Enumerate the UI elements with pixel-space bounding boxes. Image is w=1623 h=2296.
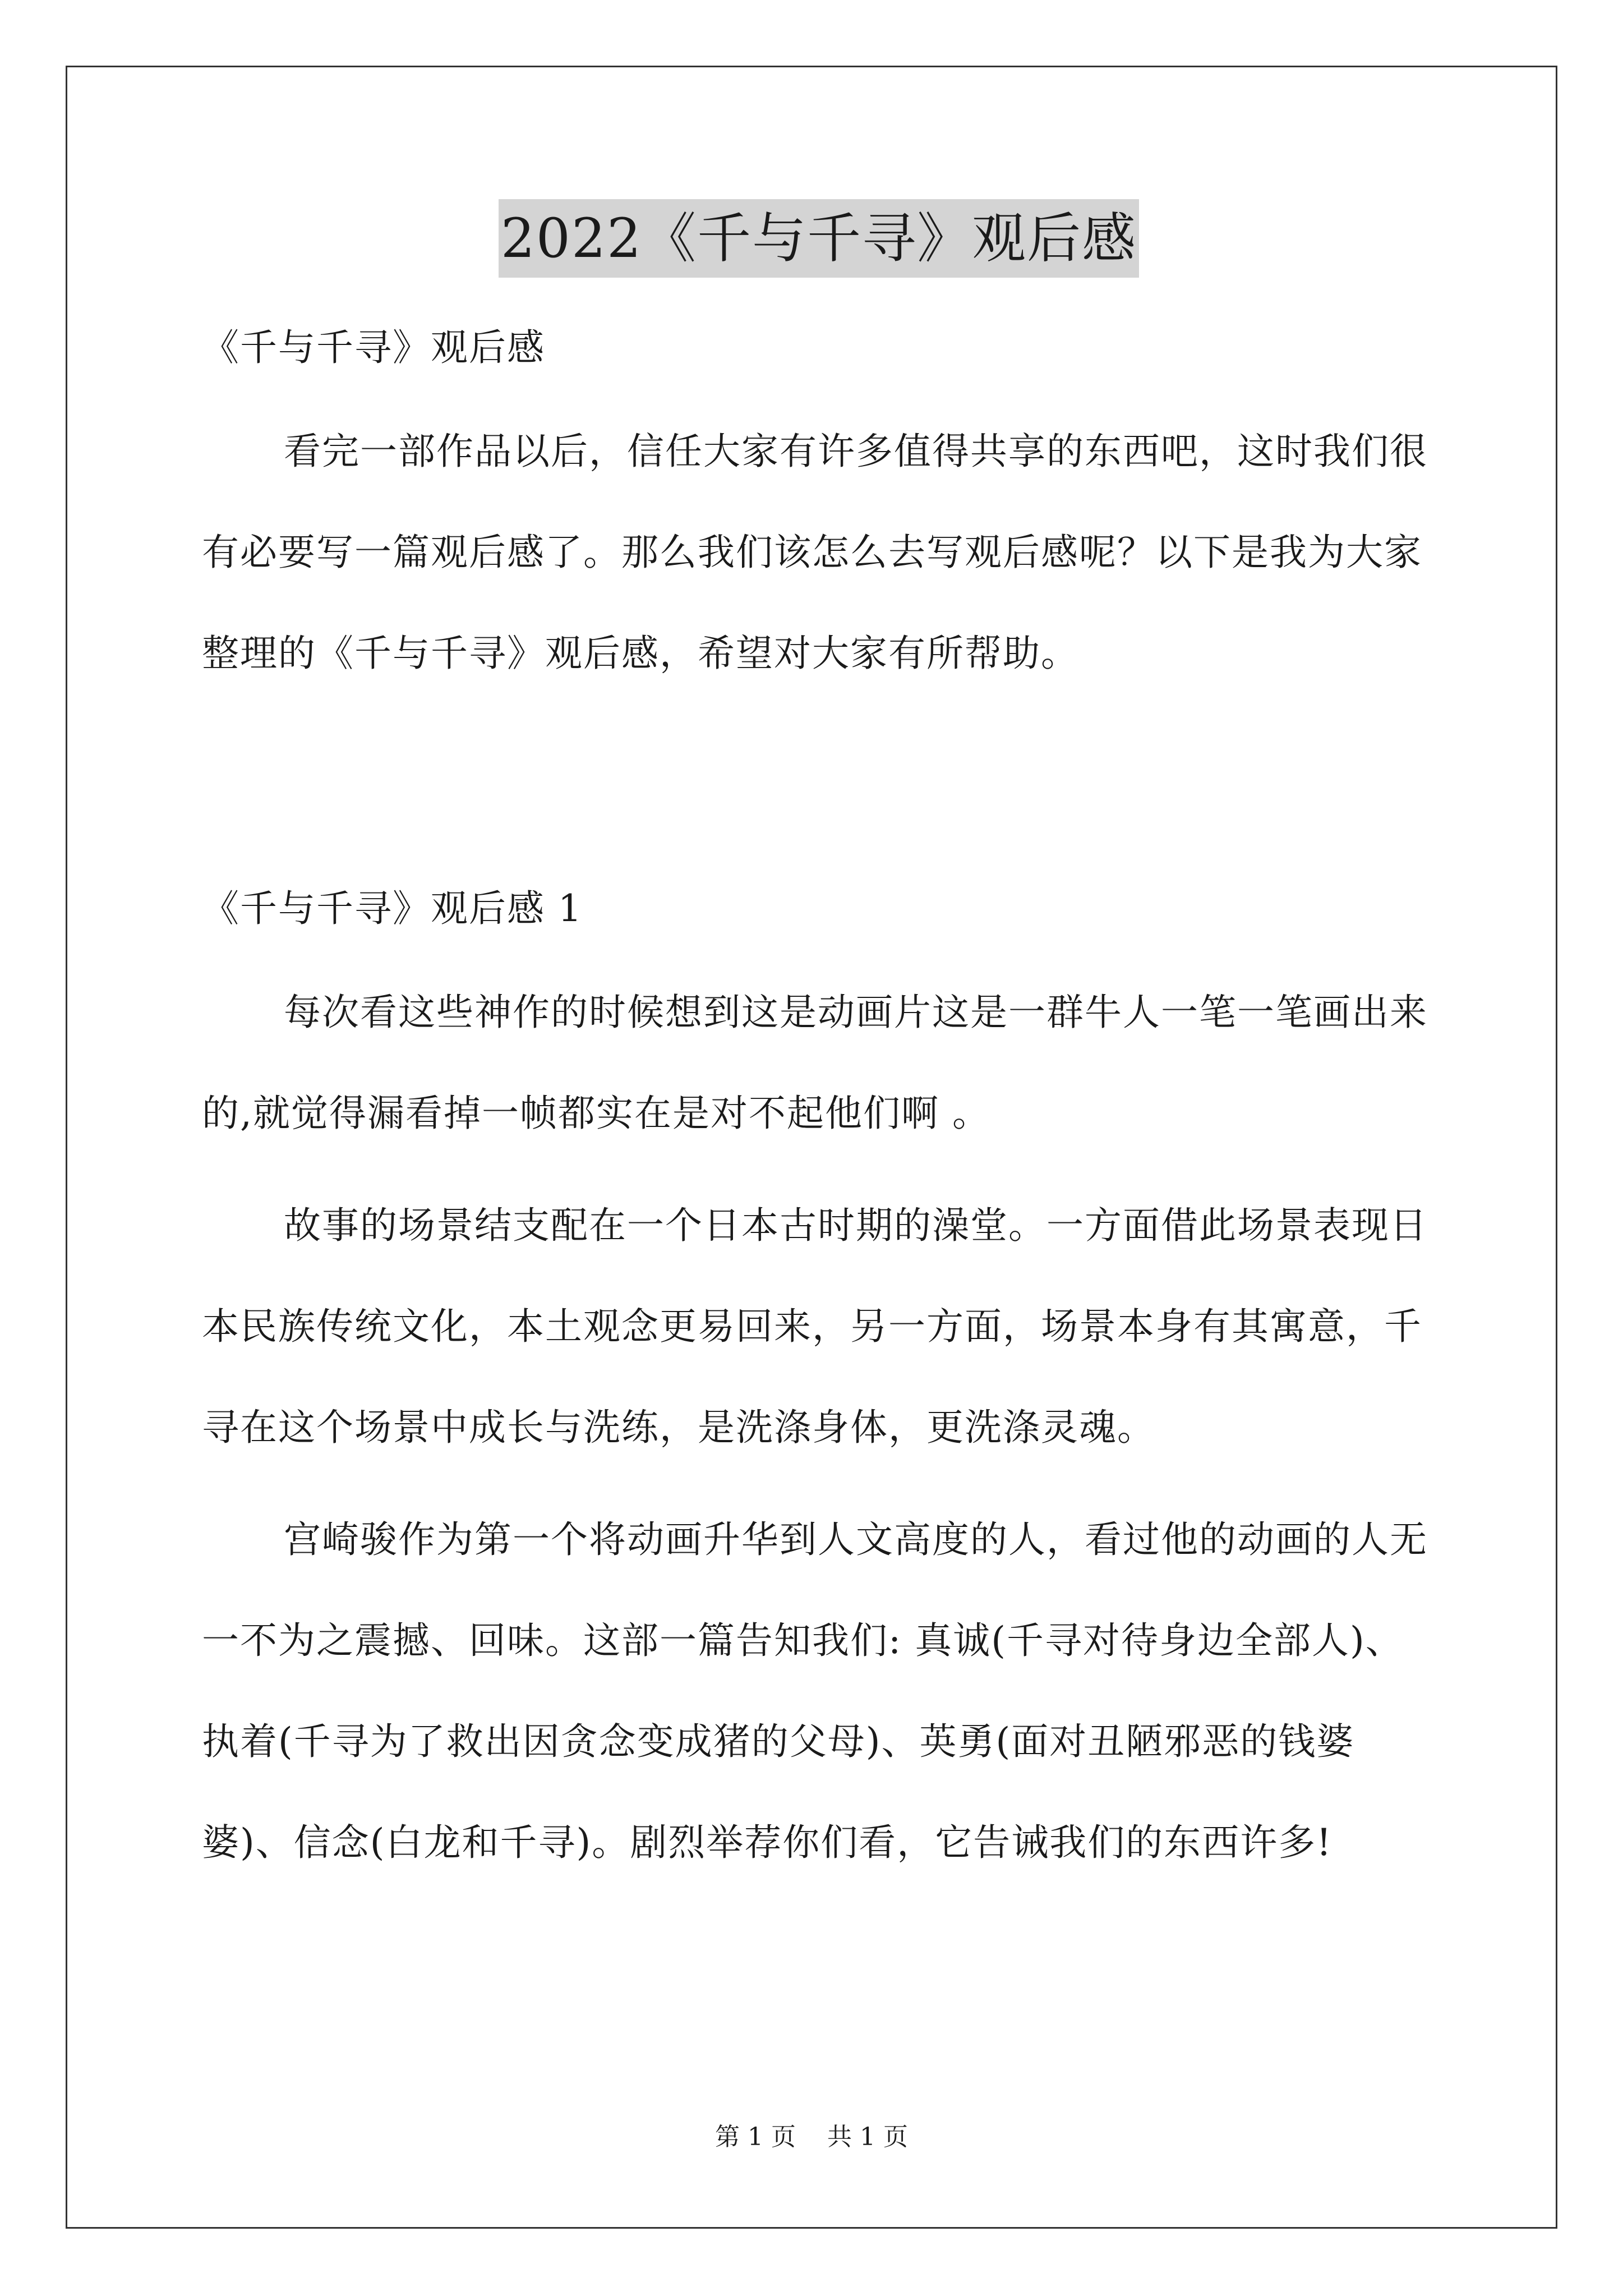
section1-heading: 《千与千寻》观后感 1	[202, 887, 583, 930]
body-paragraph-2: 故事的场景结支配在一个日本古时期的澡堂。一方面借此场景表现日本民族传统文化，本土观念更易回来，另一方面，场景本身有其寓意，千寻在这个场景中成长与洗练，是洗涤身体，更洗涤灵魂。	[202, 1204, 1428, 1449]
body-paragraph-3: 宫崎骏作为第一个将动画升华到人文高度的人，看过他的动画的人无一不为之震撼、回味。这部一篇告知我们: 真诚(千寻对待身边全部人)、执着(千寻为了救出因贪念变成猪的父母)、英勇(面对丑陋邪恶的钱婆婆)、信念(白龙和千寻)。剧烈举荐你们看，它告诫我们的东西许多!	[202, 1518, 1428, 1864]
intro-heading: 《千与千寻》观后感	[202, 326, 545, 369]
document-title: 2022《千与千寻》观后感	[499, 199, 1139, 278]
body-paragraph-1: 每次看这些神作的时候想到这是动画片这是一群牛人一笔一笔画出来的,就觉得漏看掉一帧都实在是对不起他们啊 。	[202, 991, 1428, 1135]
intro-paragraph: 看完一部作品以后，信任大家有许多值得共享的东西吧，这时我们很有必要写一篇观后感了。那么我们该怎么去写观后感呢？以下是我为大家整理的《千与千寻》观后感，希望对大家有所帮助。	[202, 430, 1428, 675]
page-number: 第 1 页	[715, 2123, 796, 2151]
title-wrapper	[202, 199, 1436, 278]
total-pages: 共 1 页	[827, 2123, 908, 2151]
page-footer	[0, 2120, 1623, 2154]
